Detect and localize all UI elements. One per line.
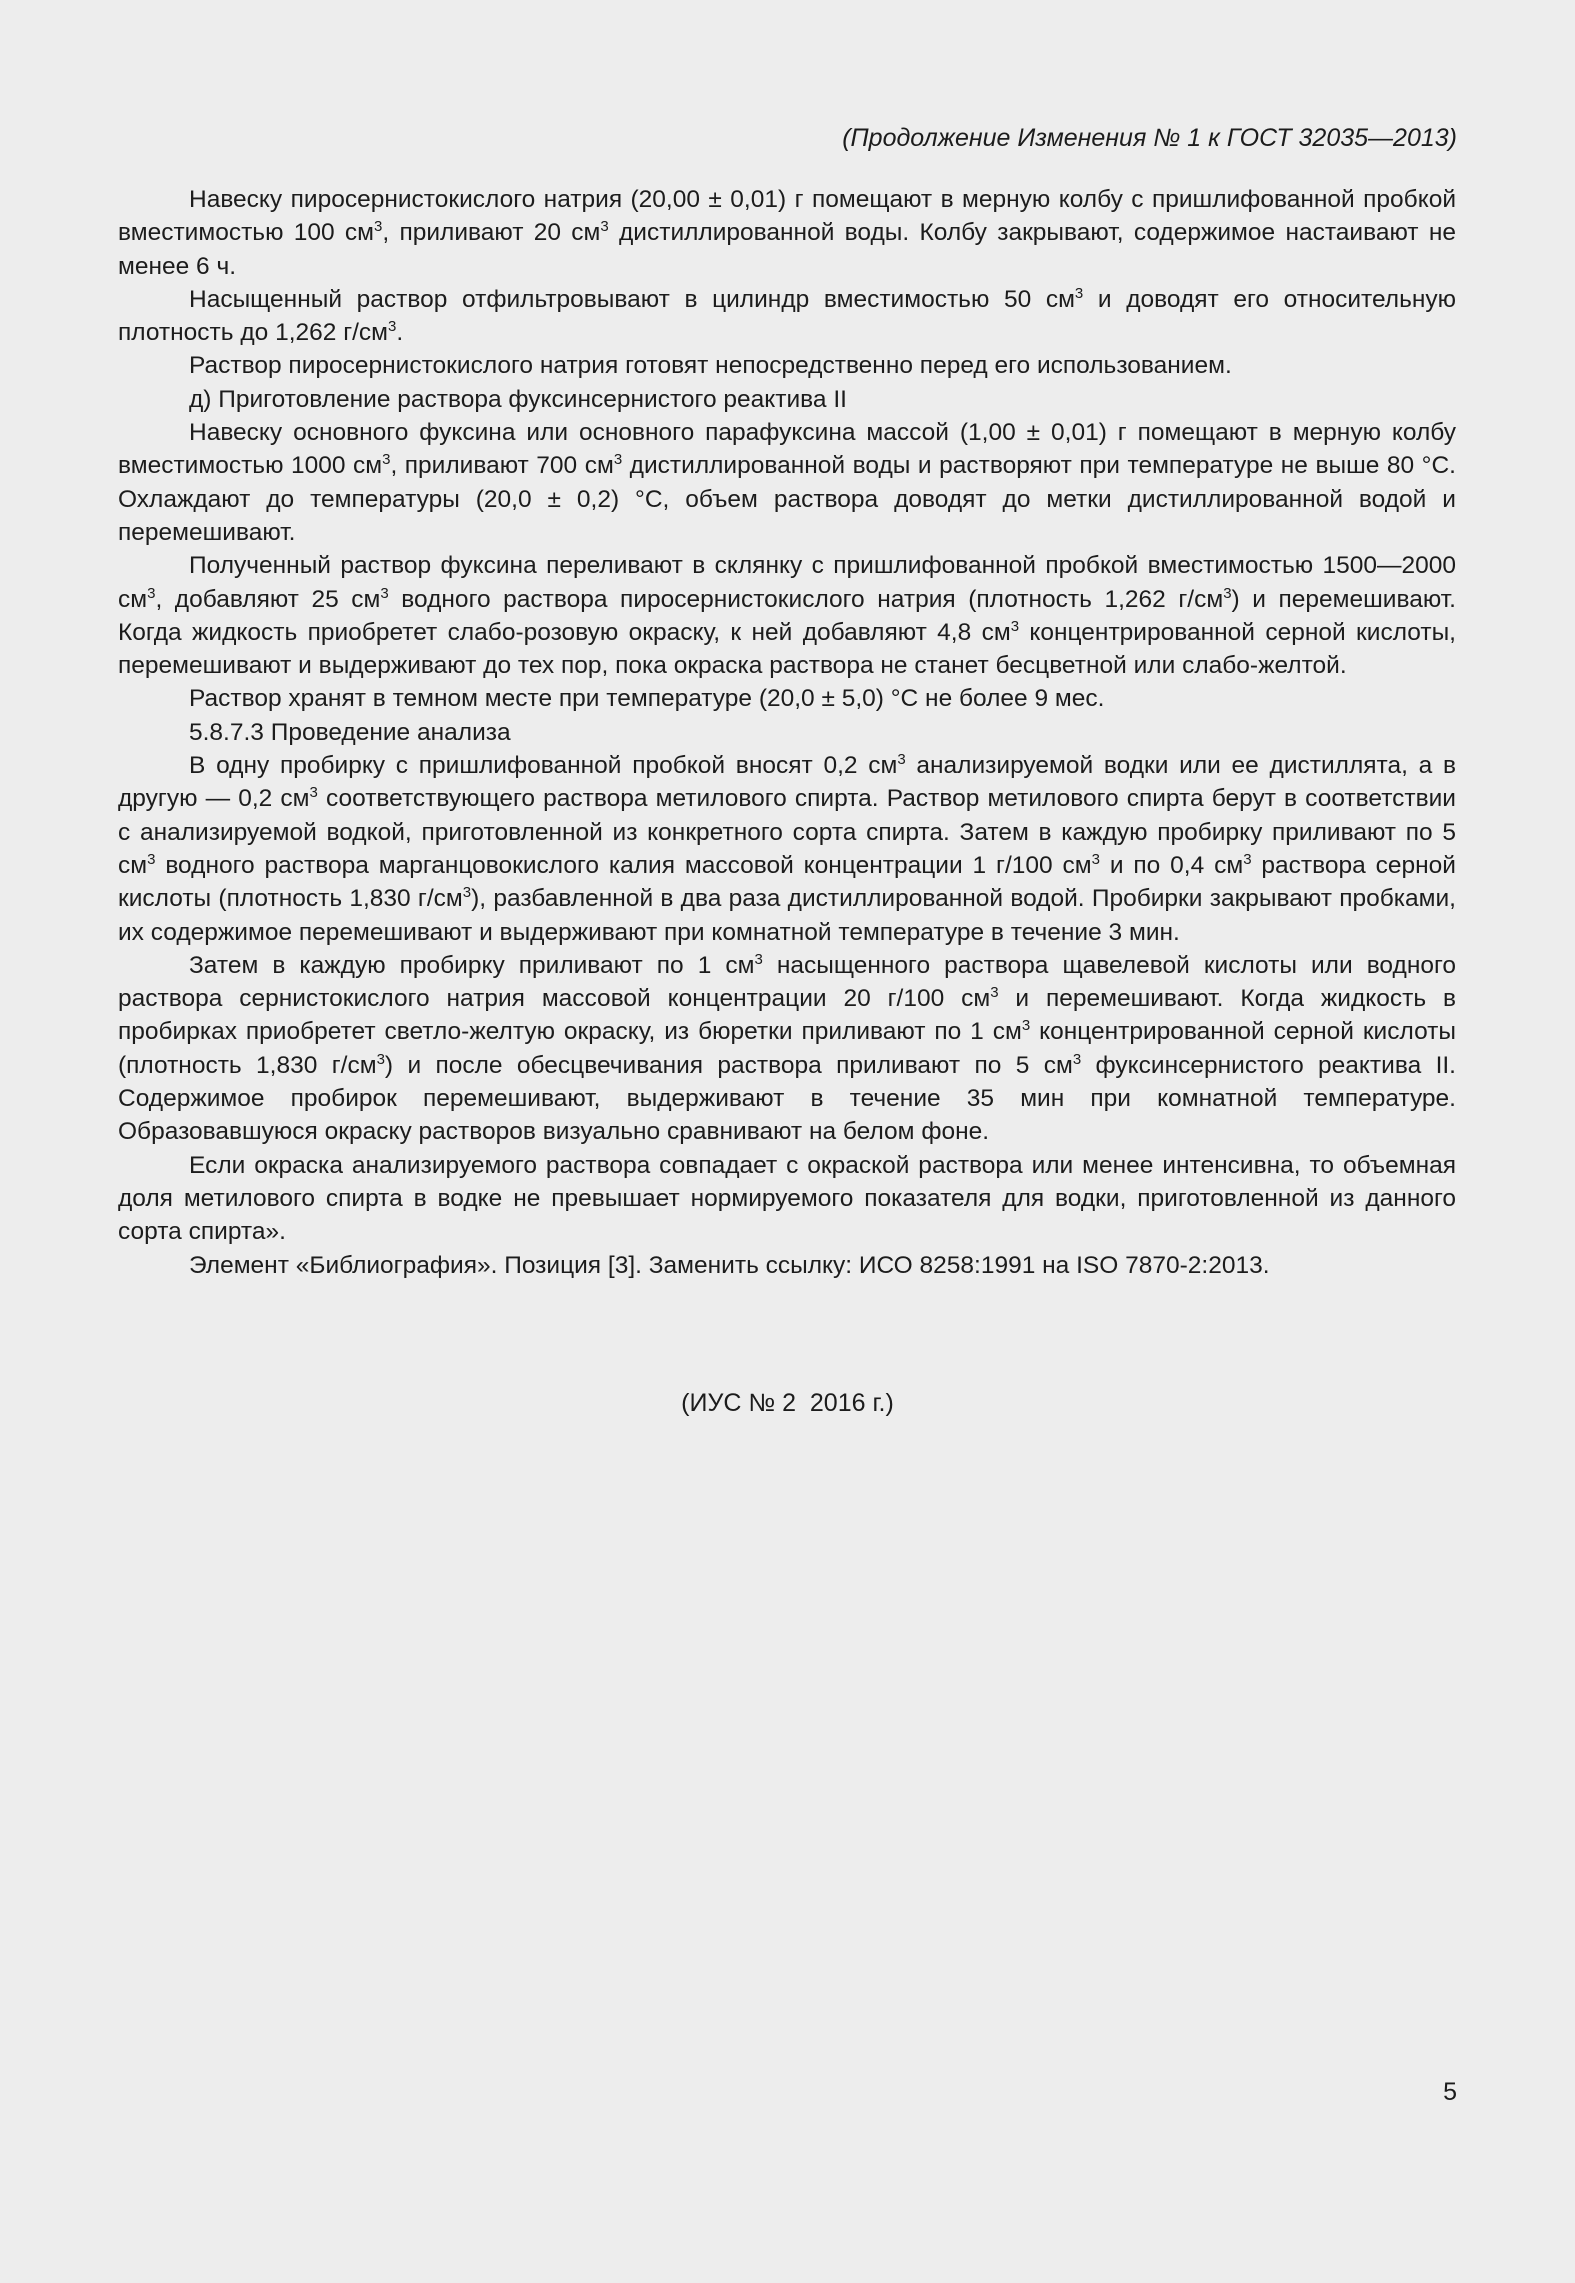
paragraph	[118, 749, 1456, 949]
text-run: .	[396, 319, 404, 347]
text-run: концентрированной серной кислоты (плотность 1,830 г/см	[118, 1018, 1456, 1079]
paragraph	[118, 416, 1456, 549]
text-run: раствора серной кислоты (плотность 1,830 г/см	[118, 851, 1456, 913]
text-run: ), разбавленной в два раза дистиллированной водой. Пробирки закрывают пробками, их содержимое перемешивают и выдерживают при комнатной температуре в течение 3 мин.	[118, 885, 1456, 946]
paragraph	[118, 183, 1456, 283]
paragraph	[118, 1249, 1456, 1282]
text-run: концентрированной серной кислоты, перемешивают и выдерживают до тех пор, пока окраска раствора не станет бесцветной или слабо-желтой.	[118, 618, 1456, 680]
text-run: ) и перемешивают. Когда жидкость приобретет слабо-розовую окраску, к ней добавляют 4,8 см	[118, 585, 1456, 646]
paragraph	[118, 383, 1456, 416]
text-run: анализируемой водки или ее дистиллята, а в другую — 0,2 см	[118, 752, 1457, 813]
text-run: Затем в каждую пробирку приливают по 1 см	[189, 951, 755, 979]
superscript: 3	[1074, 284, 1084, 302]
paragraph	[118, 549, 1456, 682]
text-run: водного раствора пиросернистокислого натрия (плотность 1,262 г/см	[388, 585, 1224, 613]
text-run: , добавляют 25 см	[155, 585, 381, 613]
paragraph	[118, 949, 1456, 1149]
superscript: 3	[1021, 1017, 1031, 1035]
text-run: соответствующего раствора метилового спирта. Раствор метилового спирта берут в соответствии с анализируемой водкой, приготовленной из конкретного сорта спирта. Затем в каждую пробирку приливают по 5 см	[118, 785, 1456, 879]
text-run: 5.8.7.3 Проведение анализа	[189, 718, 511, 746]
source-note: (ИУС № 2 2016 г.)	[681, 1389, 894, 1417]
text-run: и по 0,4 см	[1099, 851, 1244, 879]
superscript: 3	[1091, 850, 1100, 868]
text-run: дистиллированной воды. Колбу закрывают, содержимое настаивают не менее 6 ч.	[118, 219, 1456, 280]
page-number: 5	[1443, 2078, 1457, 2106]
paragraph	[118, 716, 1456, 749]
text-run: и доводят его относительную плотность до 1,262 г/см	[118, 285, 1457, 347]
superscript: 3	[754, 950, 763, 968]
text-run: фуксинсернистого реактива II. Содержимое пробирок перемешивают, выдерживают в течение 35 мин при комнатной температуре. Образовавшуюся окраску растворов визуально сравнивают на белом фоне.	[118, 1051, 1456, 1146]
text-run: , приливают 20 см	[382, 219, 601, 247]
superscript: 3	[1072, 1050, 1082, 1068]
text-run: Навеску пиросернистокислого натрия (20,00 ± 0,01) г помещают в мерную колбу с пришлифованной пробкой вместимостью 100 см	[118, 186, 1456, 247]
paragraph	[118, 283, 1456, 350]
body-text	[118, 183, 1456, 1282]
running-head: (Продолжение Изменения № 1 к ГОСТ 32035—2013)	[842, 124, 1457, 152]
superscript: 3	[613, 451, 623, 469]
superscript: 3	[382, 451, 391, 469]
superscript: 3	[380, 584, 389, 602]
superscript: 3	[990, 984, 999, 1002]
text-run: Раствор пиросернистокислого натрия готовят непосредственно перед его использованием.	[189, 352, 1232, 380]
superscript: 3	[388, 318, 397, 336]
superscript: 3	[376, 1050, 385, 1068]
superscript: 3	[600, 218, 609, 236]
text-run: д) Приготовление раствора фуксинсернистого реактива II	[189, 385, 847, 413]
superscript: 3	[1010, 617, 1020, 635]
paragraph	[118, 1149, 1456, 1249]
superscript: 3	[897, 751, 906, 769]
superscript: 3	[1243, 850, 1252, 868]
superscript: 3	[374, 218, 383, 236]
text-run: Если окраска анализируемого раствора совпадает с окраской раствора или менее интенсивна, то объемная доля метилового спирта в водке не превышает нормируемого показателя для водки, приготовленной из данного сорта спирта».	[118, 1151, 1456, 1246]
superscript: 3	[309, 784, 318, 802]
text-run: и перемешивают. Когда жидкость в пробирках приобретет светло-желтую окраску, из бюретки приливают по 1 см	[118, 985, 1456, 1046]
text-run: Элемент «Библиография». Позиция [3]. Заменить ссылку: ИСО 8258:1991 на ISO 7870-2:2013.	[189, 1251, 1270, 1279]
text-run: дистиллированной воды и растворяют при температуре не выше 80 °С. Охлаждают до температуры (20,0 ± 0,2) °С, объем раствора доводят до метки дистиллированной водой и перемешивают.	[118, 452, 1456, 546]
superscript: 3	[147, 584, 156, 602]
paragraph	[118, 682, 1456, 715]
superscript: 3	[462, 884, 472, 902]
text-run: Раствор хранят в темном месте при температуре (20,0 ± 5,0) °С не более 9 мес.	[189, 685, 1105, 713]
superscript: 3	[147, 850, 156, 868]
text-run: насыщенного раствора щавелевой кислоты или водного раствора сернистокислого натрия массовой концентрации 20 г/100 см	[118, 951, 1456, 1013]
text-run: ) и после обесцвечивания раствора приливают по 5 см	[384, 1051, 1073, 1079]
text-run: , приливают 700 см	[390, 452, 614, 480]
paragraph	[118, 349, 1456, 382]
text-run: водного раствора марганцовокислого калия массовой концентрации 1 г/100 см	[155, 851, 1092, 879]
text-run: Насыщенный раствор отфильтровывают в цилиндр вместимостью 50 см	[189, 285, 1075, 313]
text-run: В одну пробирку с пришлифованной пробкой вносят 0,2 см	[189, 752, 898, 780]
text-run: Полученный раствор фуксина переливают в склянку с пришлифованной пробкой вместимостью 1500—2000 см	[118, 552, 1456, 613]
superscript: 3	[1223, 584, 1232, 602]
text-run: Навеску основного фуксина или основного парафуксина массой (1,00 ± 0,01) г помещают в мерную колбу вместимостью 1000 см	[118, 419, 1456, 480]
